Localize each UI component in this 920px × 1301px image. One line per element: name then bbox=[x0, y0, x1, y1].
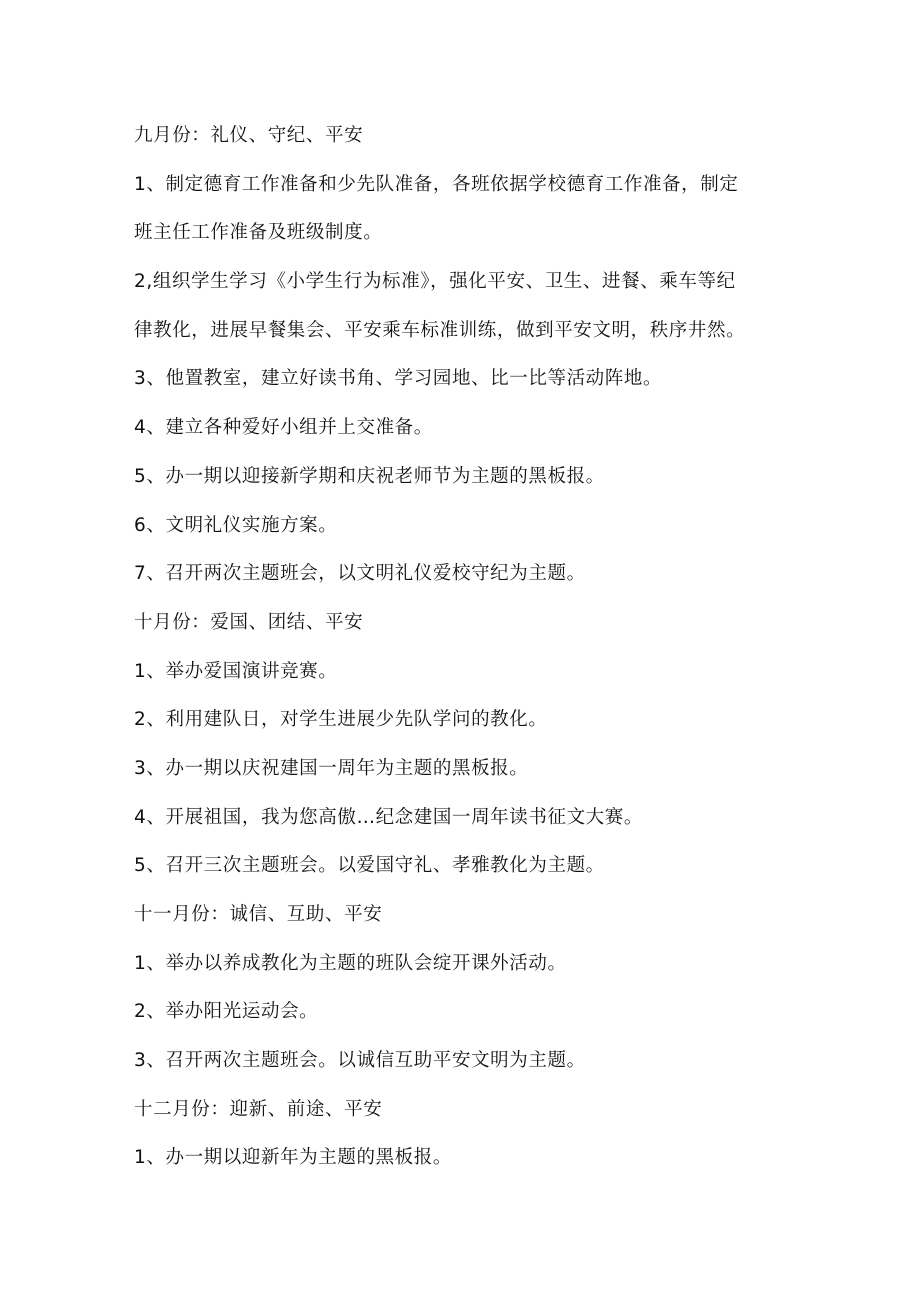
november-item-1: 1、举办以养成教化为主题的班队会绽开课外活动。 bbox=[134, 952, 567, 974]
october-item-3: 3、办一期以庆祝建国一周年为主题的黑板报。 bbox=[134, 757, 529, 779]
section-heading-october: 十月份：爱国、团结、平安 bbox=[134, 611, 364, 633]
september-item-1-cont: 班主任工作准备及班级制度。 bbox=[134, 222, 383, 244]
september-item-2: 2,组织学生学习《小学生行为标准》，强化平安、卫生、进餐、乘车等纪 bbox=[134, 271, 736, 293]
september-item-6: 6、文明礼仪实施方案。 bbox=[134, 514, 338, 536]
september-item-2-cont: 律教化，进展早餐集会、平安乘车标准训练，做到平安文明，秩序井然。 bbox=[134, 319, 746, 341]
document-body bbox=[134, 112, 794, 1183]
november-item-2: 2、举办阳光运动会。 bbox=[134, 1001, 319, 1023]
section-heading-november: 十一月份：诚信、互助、平安 bbox=[134, 904, 383, 925]
september-item-5: 5、办一期以迎接新学期和庆祝老师节为主题的黑板报。 bbox=[134, 465, 605, 487]
october-item-5: 5、召开三次主题班会。以爱国守礼、孝雅教化为主题。 bbox=[134, 855, 605, 877]
october-item-1: 1、举办爱国演讲竞赛。 bbox=[134, 660, 338, 682]
october-item-4: 4、开展祖国，我为您高傲…纪念建国一周年读书征文大赛。 bbox=[134, 806, 643, 828]
september-item-3: 3、他置教室，建立好读书角、学习园地、比一比等活动阵地。 bbox=[134, 368, 663, 390]
section-heading-december: 十二月份：迎新、前途、平安 bbox=[134, 1098, 383, 1120]
september-item-1: 1、制定德育工作准备和少先队准备，各班依据学校德育工作准备，制定 bbox=[134, 173, 739, 195]
september-item-4: 4、建立各种爱好小组并上交准备。 bbox=[134, 417, 433, 439]
december-item-1: 1、办一期以迎新年为主题的黑板报。 bbox=[134, 1147, 452, 1169]
november-item-3: 3、召开两次主题班会。以诚信互助平安文明为主题。 bbox=[134, 1050, 586, 1072]
section-heading-september: 九月份：礼仪、守纪、平安 bbox=[134, 125, 364, 146]
october-item-2: 2、利用建队日，对学生进展少先队学问的教化。 bbox=[134, 709, 548, 731]
september-item-7: 7、召开两次主题班会，以文明礼仪爱校守纪为主题。 bbox=[134, 563, 586, 585]
